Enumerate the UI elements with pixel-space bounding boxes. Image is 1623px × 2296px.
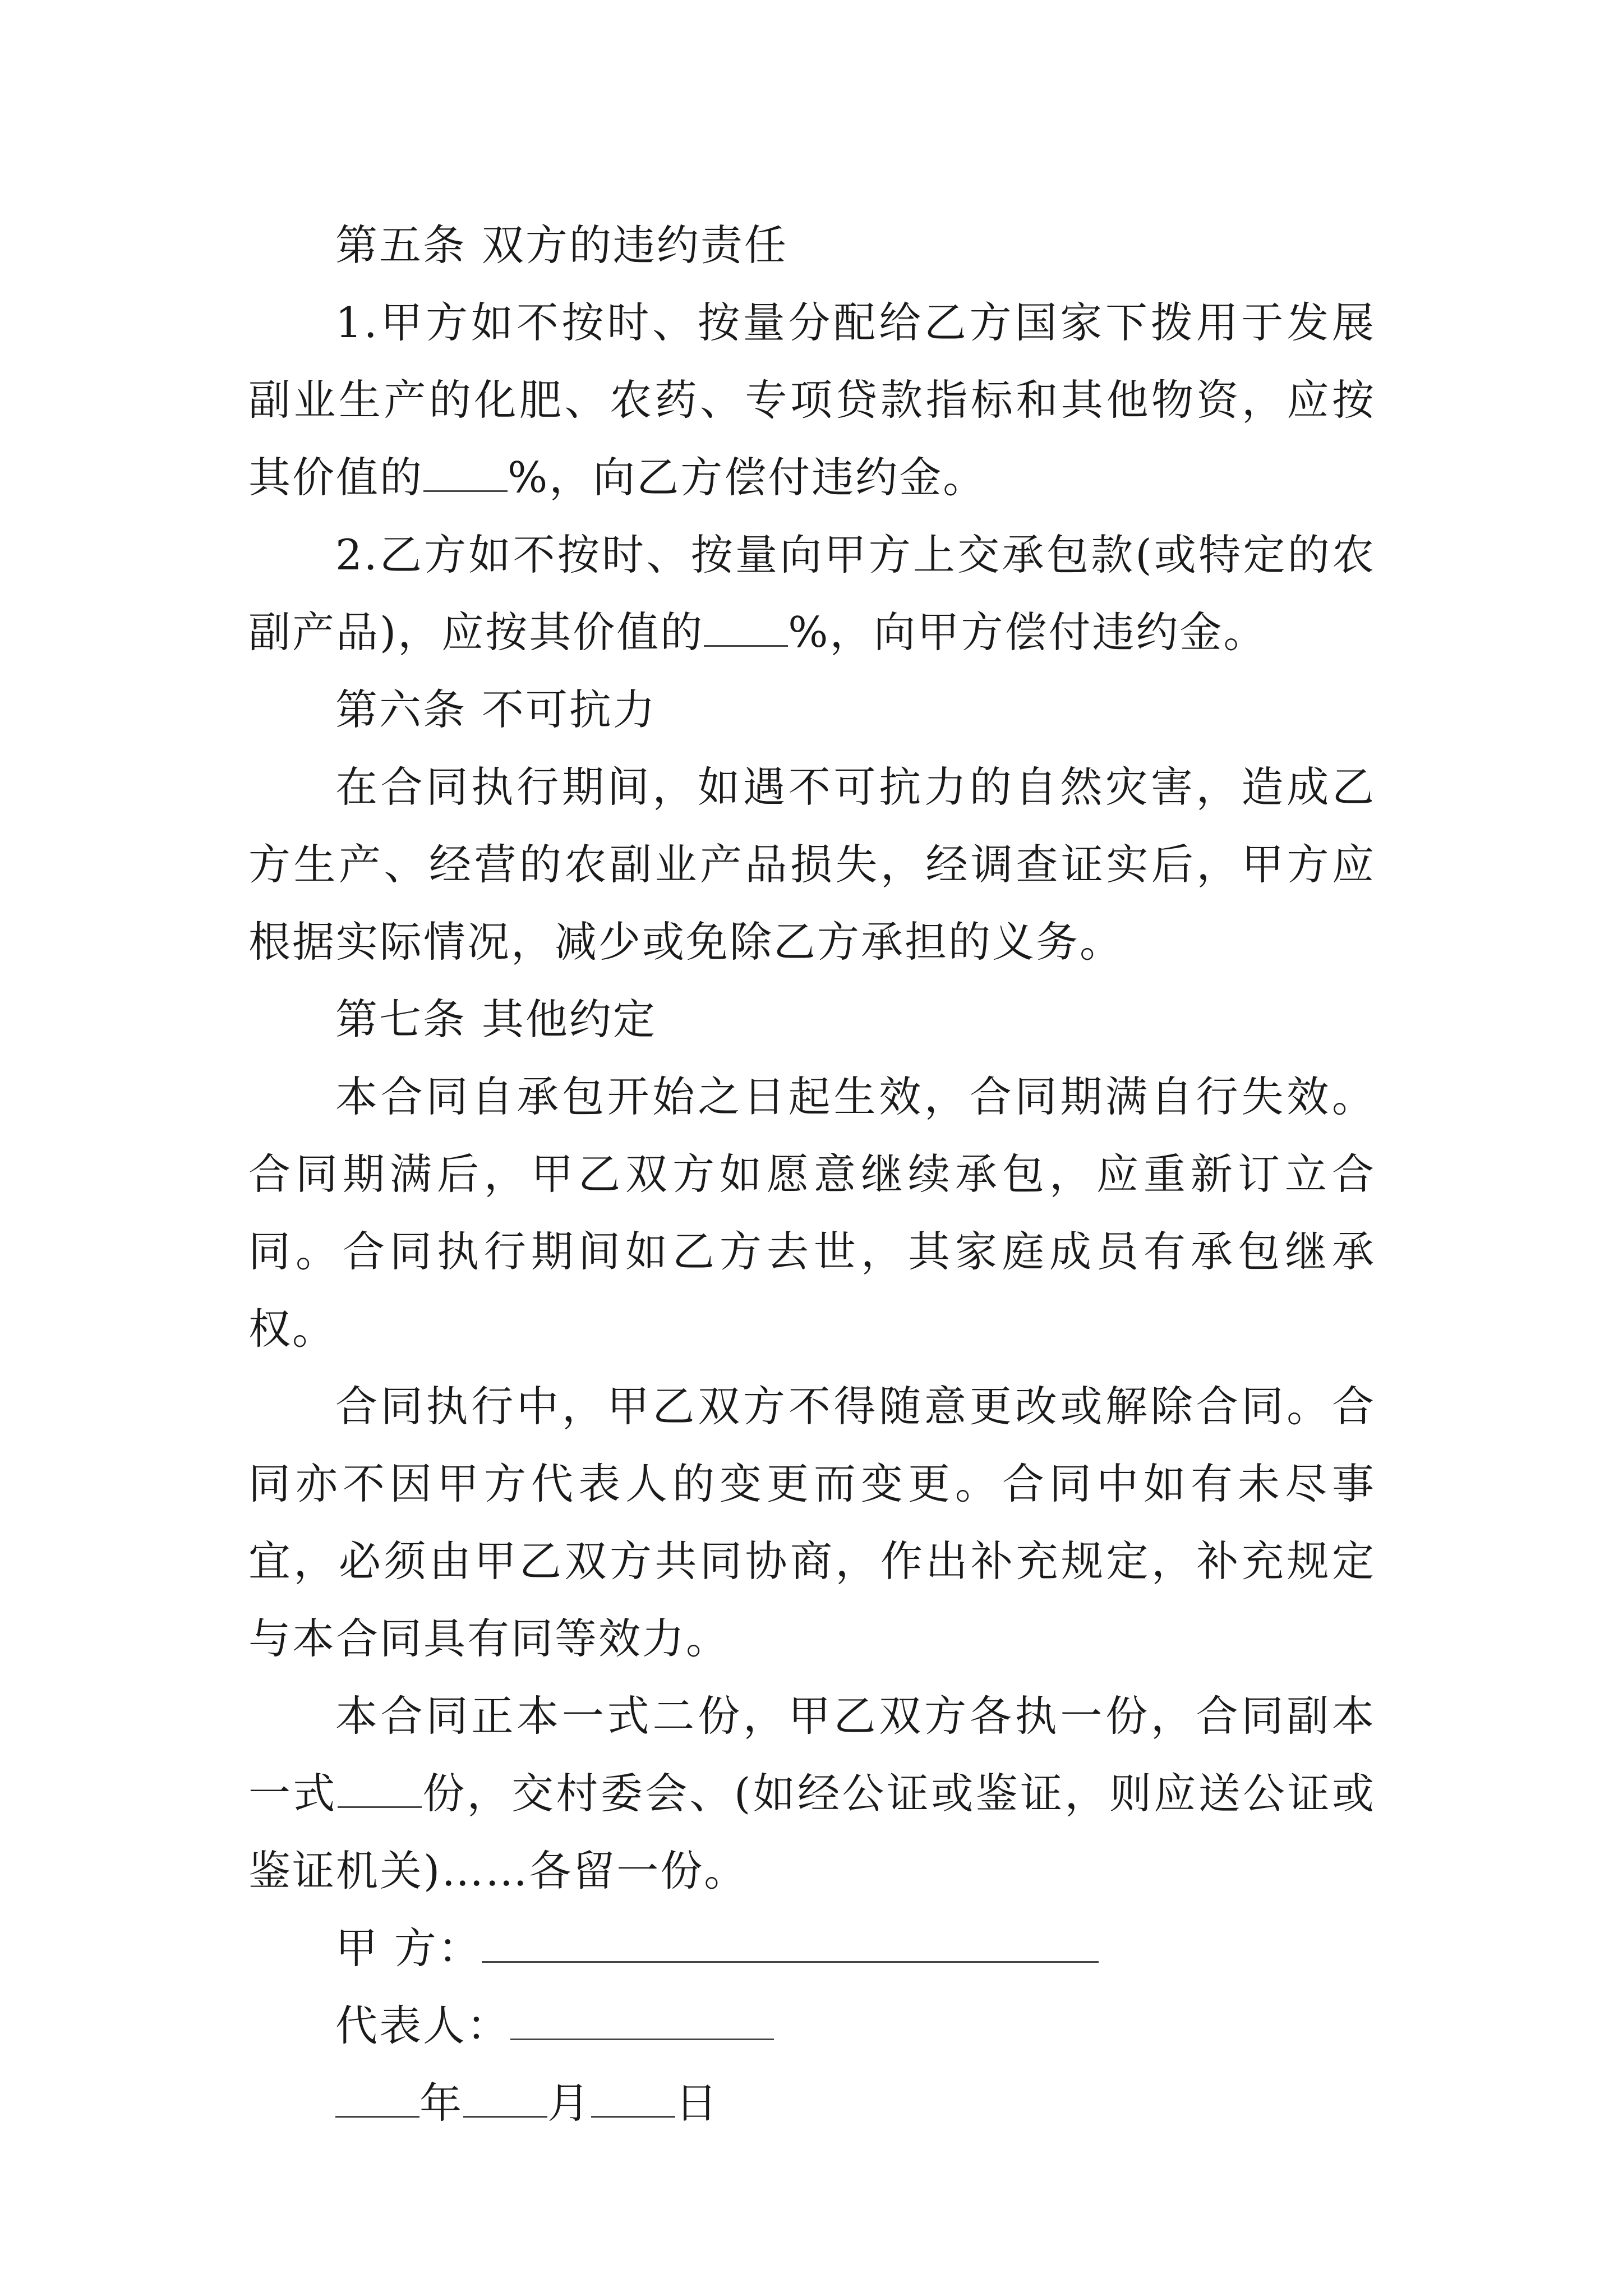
article7-para3: [248, 1677, 1376, 1910]
contract-body: [248, 206, 1376, 2142]
month-label: 月: [547, 2078, 592, 2128]
article5-item1-text-b: %，向乙方偿付违约金。: [508, 453, 987, 502]
year-label: 年: [419, 2078, 464, 2128]
article7-para3-text-a: 本合同正本一式二份，甲乙双方各执一份，合同副本一式: [248, 1691, 1376, 1818]
article7-heading: 第七条 其他约定: [335, 995, 657, 1044]
article5-item2: [248, 516, 1376, 671]
day-blank[interactable]: [591, 2076, 675, 2118]
party-a-label: 甲 方：: [335, 1924, 482, 1973]
representative-name-field[interactable]: [510, 1999, 774, 2040]
article7-para1: 本合同自承包开始之日起生效，合同期满自行失效。合同期满后，甲乙双方如愿意继续承包，应重新订立合同。合同执行期间如乙方去世，其家庭成员有承包继承权。: [248, 1072, 1376, 1354]
party-a-signature-line: [248, 1910, 1376, 1987]
article5-item2-text-b: %，向甲方偿付违约金。: [788, 608, 1267, 657]
representative-signature-line: [248, 1987, 1376, 2064]
party-a-name-field[interactable]: [482, 1921, 1099, 1963]
year-blank[interactable]: [335, 2076, 419, 2118]
article6-body: 在合同执行期间，如遇不可抗力的自然灾害，造成乙方生产、经营的农副业产品损失，经调查证实后，甲方应根据实际情况，减少或免除乙方承担的义务。: [248, 762, 1376, 967]
representative-label: 代表人：: [335, 2001, 511, 2050]
month-blank[interactable]: [463, 2076, 547, 2118]
copies-blank[interactable]: [338, 1766, 422, 1808]
article5-item2-text-a: 2.乙方如不按时、按量向甲方上交承包款(或特定的农副产品)，应按其价值的: [248, 530, 1376, 657]
day-label: 日: [675, 2078, 720, 2128]
article7-para2: 合同执行中，甲乙双方不得随意更改或解除合同。合同亦不因甲方代表人的变更而变更。合同中如有未尽事宜，必须由甲乙双方共同协商，作出补充规定，补充规定与本合同具有同等效力。: [248, 1382, 1376, 1663]
percentage-blank[interactable]: [704, 605, 788, 647]
article7-para3-text-b: 份，交村委会、(如经公证或鉴证，则应送公证或鉴证机关)……各留一份。: [248, 1769, 1376, 1895]
percentage-blank[interactable]: [423, 450, 508, 492]
article5-item1: [248, 284, 1376, 516]
article5-heading: 第五条 双方的违约责任: [335, 220, 788, 270]
article5-item1-text-a: 1.甲方如不按时、按量分配给乙方国家下拨用于发展副业生产的化肥、农药、专项贷款指标和其他物资，应按其价值的: [248, 298, 1376, 502]
article6-heading: 第六条 不可抗力: [335, 685, 657, 734]
date-line: [248, 2064, 1376, 2142]
